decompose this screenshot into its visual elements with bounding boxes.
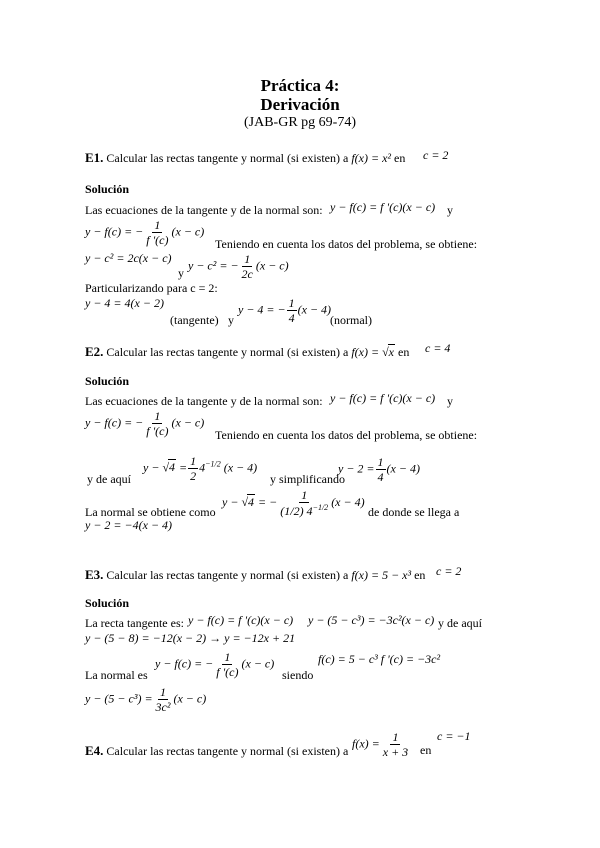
e2-eq1: y − √4 = $\frac{1}{2}$ $4^{-1/2}$ (x − 4) [143, 454, 258, 483]
e1-data-note: Teniendo en cuenta los datos del problema, se obtiene: [215, 237, 478, 251]
e1-tangent-formula: y − f(c) = f '(c)(x − c) [330, 200, 436, 214]
e1-tangent-tag: (tangente) [170, 313, 219, 327]
e1-res-normal: y − 4 = − $\frac{1}{4}$ (x − 4) [238, 296, 332, 325]
e4-function: f(x) = $\frac{1}{x + 3}$ [352, 730, 409, 759]
page-subtitle: Derivación [260, 95, 340, 114]
e4-statement: E4. Calcular las rectas tangente y normal (si existen) a [85, 743, 349, 758]
e2-normal-intro: La normal se obtiene como [85, 505, 216, 519]
e2-solution-label: Solución [85, 374, 130, 388]
e2-and: y [447, 394, 453, 408]
e3-normal-formula: y − f(c) = − $\frac{1}{f '(c)}$ (x − c) [155, 650, 275, 679]
e2-eq-intro: Las ecuaciones de la tangente y de la normal son: [85, 394, 323, 408]
e4-en: en [420, 743, 432, 757]
e2-final: y − 2 = −4(x − 4) [85, 518, 173, 532]
e2-y-aqui: y de aquí [87, 472, 131, 486]
e1-data-tangent: y − c² = 2c(x − c) [85, 251, 172, 265]
e2-data-note: Teniendo en cuenta los datos del problema, se obtiene: [215, 428, 478, 442]
e1-and: y [447, 203, 453, 217]
e3-tangent-formula-2: y − (5 − c³) = −3c²(x − c) [308, 613, 435, 627]
e1-eq-intro: Las ecuaciones de la tangente y de la normal son: [85, 203, 323, 217]
e1-normal-formula: y − f(c) = − $\frac{1}{f '(c)}$ (x − c) [85, 218, 205, 247]
e3-tangent-formula: y − f(c) = f '(c)(x − c) [188, 613, 294, 627]
e3-derivatives: f(c) = 5 − c³ f '(c) = −3c² [318, 652, 441, 666]
e2-eq3: y − √4 = − $\frac{1}{(1/2) 4^{-1/2}}$ (x − 4) [222, 488, 365, 518]
e3-final-normal: y − (5 − c³) = $\frac{1}{\text{3c²}}$ (x − c) [85, 685, 207, 714]
e1-solution-label: Solución [85, 182, 130, 196]
e1-data-normal: y − c² = − $\frac{1}{2c}$ (x − c) [188, 252, 289, 281]
e2-tangent-formula: y − f(c) = f '(c)(x − c) [330, 391, 436, 405]
e1-particular: Particularizando para c = 2: [85, 281, 218, 295]
e1-res-tangent: y − 4 = 4(x − 2) [85, 296, 164, 310]
e2-statement: E2. Calcular las rectas tangente y normal (si existen) a f(x) = √x en [85, 344, 410, 359]
e4-c-value: c = −1 [437, 729, 471, 743]
e3-normal-intro: La normal es [85, 668, 148, 682]
e1-c-value: c = 2 [423, 148, 449, 162]
page-title: Práctica 4: [260, 76, 340, 95]
e1-res-and: y [228, 313, 234, 327]
e3-siendo: siendo [282, 668, 314, 682]
e1-statement: E1. Calcular las rectas tangente y normal (si existen) a f(x) = x² en [85, 150, 406, 165]
e2-normal-formula: y − f(c) = − $\frac{1}{f '(c)}$ (x − c) [85, 409, 205, 438]
e3-tangent-intro: La recta tangente es: [85, 616, 184, 630]
e3-c-value: c = 2 [436, 564, 462, 578]
e2-simplif: y simplificando [270, 472, 345, 486]
e2-eq2: y − 2 = $\frac{1}{4}$ (x − 4) [338, 455, 420, 484]
e2-de-donde: de donde se llega a [368, 505, 460, 519]
e1-normal-tag: (normal) [330, 313, 372, 327]
e3-result: y − (5 − 8) = −12(x − 2) → y = −12x + 21 [85, 631, 296, 645]
e1-data-and: y [178, 266, 184, 280]
e3-y-aqui: y de aquí [438, 616, 482, 630]
page-reference: (JAB-GR pg 69-74) [244, 115, 356, 130]
e3-statement: E3. Calcular las rectas tangente y normal (si existen) a f(x) = 5 − x³ en [85, 567, 426, 582]
e2-c-value: c = 4 [425, 341, 451, 355]
e3-solution-label: Solución [85, 596, 130, 610]
